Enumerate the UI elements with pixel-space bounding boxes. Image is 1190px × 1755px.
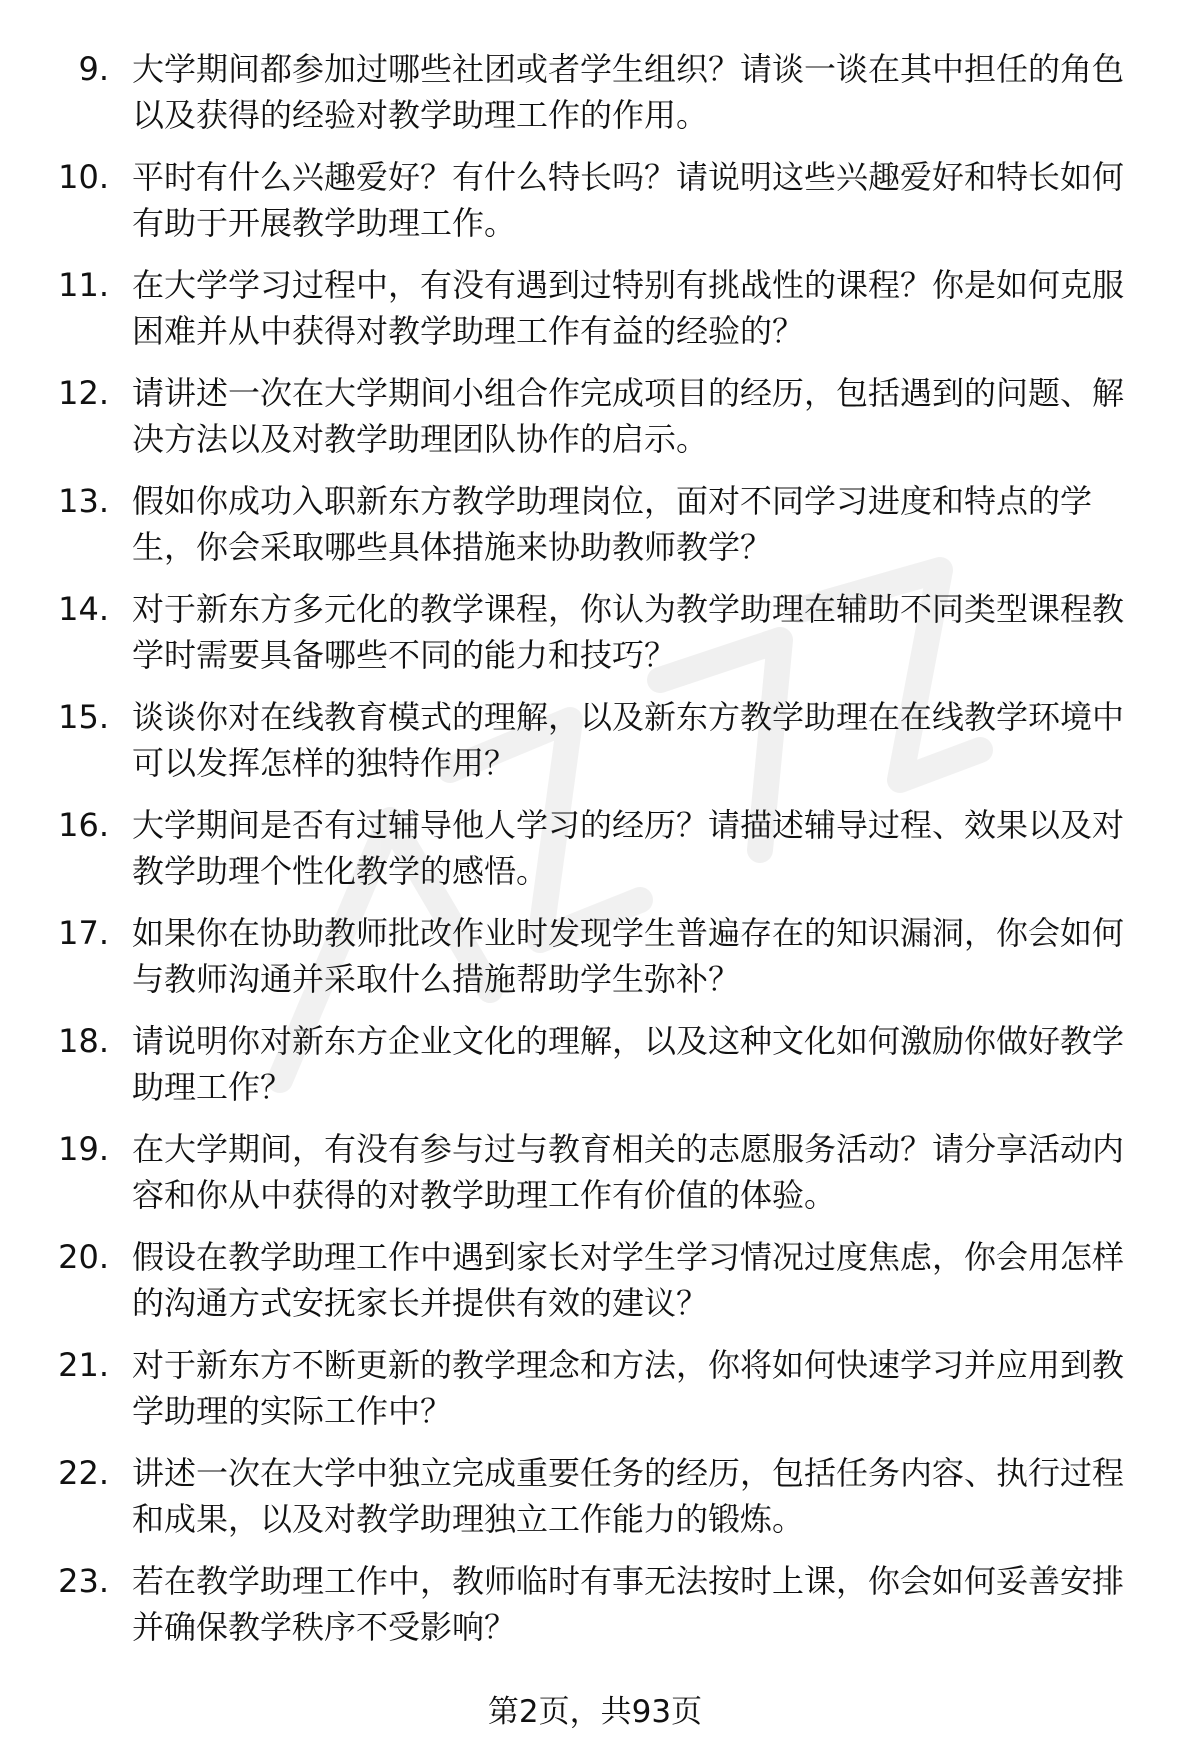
question-item — [0, 1450, 1190, 1558]
question-text: 讲述一次在大学中独立完成重要任务的经历，包括任务内容、执行过程和成果，以及对教学助理独立工作能力的锻炼。 — [132, 1454, 1125, 1538]
question-number: 13. — [58, 482, 109, 520]
question-number: 12. — [58, 374, 109, 412]
question-item — [0, 478, 1190, 586]
question-number: 14. — [58, 590, 109, 628]
question-number: 18. — [58, 1022, 109, 1060]
question-item — [0, 46, 1190, 154]
question-item — [0, 1558, 1190, 1666]
question-text: 谈谈你对在线教育模式的理解，以及新东方教学助理在在线教学环境中可以发挥怎样的独特作用？ — [132, 698, 1125, 782]
question-text: 若在教学助理工作中，教师临时有事无法按时上课，你会如何妥善安排并确保教学秩序不受影响？ — [132, 1562, 1125, 1646]
question-text: 假设在教学助理工作中遇到家长对学生学习情况过度焦虑，你会用怎样的沟通方式安抚家长并提供有效的建议？ — [132, 1238, 1125, 1322]
question-text: 大学期间是否有过辅导他人学习的经历？请描述辅导过程、效果以及对教学助理个性化教学的感悟。 — [132, 806, 1125, 890]
question-number: 23. — [58, 1562, 109, 1600]
question-item — [0, 1126, 1190, 1234]
question-number: 20. — [58, 1238, 109, 1276]
question-text: 平时有什么兴趣爱好？有什么特长吗？请说明这些兴趣爱好和特长如何有助于开展教学助理工作。 — [132, 158, 1125, 242]
question-number: 11. — [58, 266, 109, 304]
question-text: 大学期间都参加过哪些社团或者学生组织？请谈一谈在其中担任的角色以及获得的经验对教学助理工作的作用。 — [132, 50, 1125, 134]
question-text: 对于新东方不断更新的教学理念和方法，你将如何快速学习并应用到教学助理的实际工作中？ — [132, 1346, 1125, 1430]
question-item — [0, 802, 1190, 910]
question-text: 在大学期间，有没有参与过与教育相关的志愿服务活动？请分享活动内容和你从中获得的对教学助理工作有价值的体验。 — [132, 1130, 1125, 1214]
question-text: 请说明你对新东方企业文化的理解，以及这种文化如何激励你做好教学助理工作？ — [132, 1022, 1125, 1106]
question-number: 9. — [78, 50, 109, 88]
question-item — [0, 694, 1190, 802]
question-text: 如果你在协助教师批改作业时发现学生普遍存在的知识漏洞，你会如何与教师沟通并采取什么措施帮助学生弥补？ — [132, 914, 1125, 998]
question-item — [0, 910, 1190, 1018]
question-text: 在大学学习过程中，有没有遇到过特别有挑战性的课程？你是如何克服困难并从中获得对教学助理工作有益的经验的？ — [132, 266, 1125, 350]
question-text: 请讲述一次在大学期间小组合作完成项目的经历，包括遇到的问题、解决方法以及对教学助理团队协作的启示。 — [132, 374, 1125, 458]
question-number: 19. — [58, 1130, 109, 1168]
question-number: 21. — [58, 1346, 109, 1384]
question-text: 假如你成功入职新东方教学助理岗位，面对不同学习进度和特点的学生，你会采取哪些具体措施来协助教师教学？ — [132, 482, 1093, 566]
question-item — [0, 1018, 1190, 1126]
question-list — [0, 46, 1190, 1666]
question-item — [0, 370, 1190, 478]
question-number: 10. — [58, 158, 109, 196]
page-footer: 第2页，共93页 — [487, 1694, 703, 1730]
question-item — [0, 154, 1190, 262]
question-number: 17. — [58, 914, 109, 952]
question-text: 对于新东方多元化的教学课程，你认为教学助理在辅助不同类型课程教学时需要具备哪些不同的能力和技巧？ — [132, 590, 1125, 674]
question-item — [0, 262, 1190, 370]
question-number: 22. — [58, 1454, 109, 1492]
question-number: 16. — [58, 806, 109, 844]
question-number: 15. — [58, 698, 109, 736]
question-item — [0, 1234, 1190, 1342]
question-item — [0, 586, 1190, 694]
question-item — [0, 1342, 1190, 1450]
